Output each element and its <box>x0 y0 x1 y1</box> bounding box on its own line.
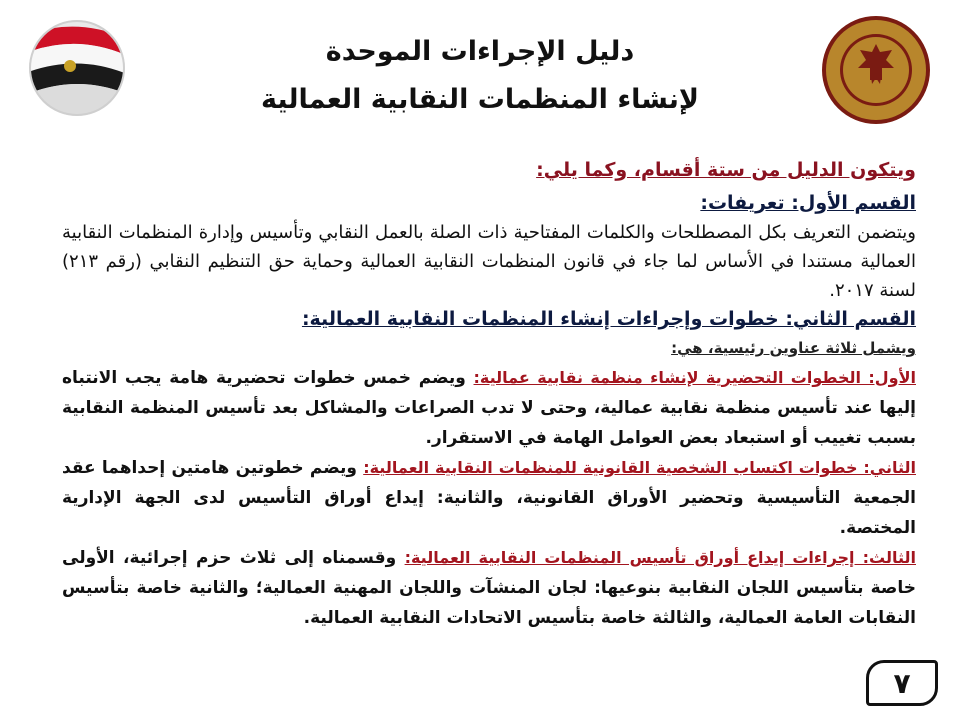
item-2-title: الثاني: خطوات اكتساب الشخصية القانونية للمنظمات النقابية العمالية: <box>363 458 916 477</box>
list-item <box>62 363 916 453</box>
egypt-flag-icon <box>18 18 136 118</box>
ministry-seal-logo <box>820 14 932 126</box>
list-item <box>62 453 916 543</box>
list-item <box>62 543 916 633</box>
item-3-text: وقسمناه إلى ثلاث حزم إجرائية، الأولى خاصة بتأسيس اللجان النقابية بنوعيها: لجان المنشآت واللجان المهنية العمالية؛ والثانية خاصة بتأسيس النقابات العامة العمالية، والثالثة خاصة بتأسيس الاتحادات النقابية العمالية. <box>62 548 916 628</box>
section-1-heading: القسم الأول: تعريفات: <box>700 192 916 214</box>
title-line-2: لإنشاء المنظمات النقابية العمالية <box>261 84 699 115</box>
item-1-title: الأول: الخطوات التحضيرية لإنشاء منظمة نقابية عمالية: <box>473 368 916 387</box>
page-number-badge: ٧ <box>866 660 938 706</box>
intro-heading: ويتكون الدليل من ستة أقسام، وكما يلي: <box>536 159 916 181</box>
item-2-text: ويضم خطوتين هامتين إحداهما عقد الجمعية التأسيسية وتحضير الأوراق القانونية، والثانية: إيداع أوراق التأسيس لدى الجهة الإدارية المختصة. <box>62 458 916 538</box>
section-1-body: ويتضمن التعريف بكل المصطلحات والكلمات المفتاحية ذات الصلة بالعمل النقابي وتأسيس وإدارة المنظمات النقابية العمالية مستندا في الأساس لما جاء في قانون المنظمات النقابية العمالية وحماية حق التنظيم النقابي (رقم ٢١٣) لسنة ٢٠١٧. <box>62 222 916 301</box>
document-body <box>62 156 916 633</box>
item-3-title: الثالث: إجراءات إيداع أوراق تأسيس المنظمات النقابية العمالية: <box>404 548 916 567</box>
document-title <box>230 28 730 124</box>
title-line-1: دليل الإجراءات الموحدة <box>325 36 635 67</box>
item-1-text: ويضم خمس خطوات تحضيرية هامة يجب الانتباه إليها عند تأسيس منظمة نقابية عمالية، وحتى لا تدب الصراعات والمشاكل بعد تأسيس المنظمة النقابية بسبب تغييب أو استبعاد بعض العوامل الهامة في الاستقرار. <box>62 368 916 448</box>
section-2-subheading: ويشمل ثلاثة عناوين رئيسية، هي: <box>671 339 916 357</box>
section-2-heading: القسم الثاني: خطوات وإجراءات إنشاء المنظمات النقابية العمالية: <box>301 308 916 330</box>
